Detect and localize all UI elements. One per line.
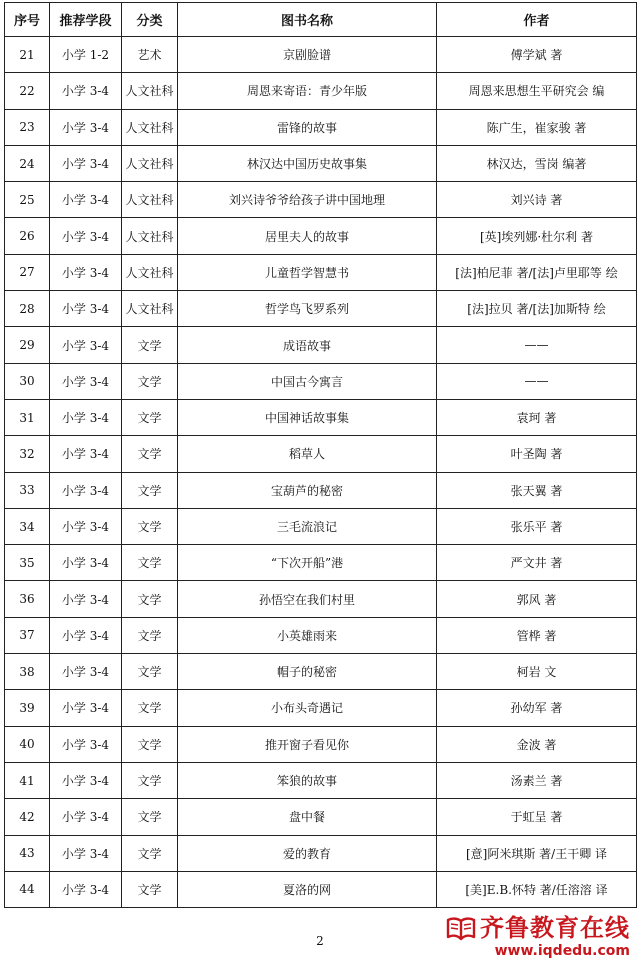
cell-category: 人文社科	[122, 254, 178, 290]
cell-no: 43	[5, 835, 50, 871]
table-row	[5, 109, 637, 145]
table-row	[5, 617, 637, 653]
cell-author: 郭风 著	[437, 581, 637, 617]
cell-author: 于虹呈 著	[437, 799, 637, 835]
cell-author: 周恩来思想生平研究会 编	[437, 73, 637, 109]
cell-title: 成语故事	[178, 327, 437, 363]
cell-title: 笨狼的故事	[178, 762, 437, 798]
table-row	[5, 726, 637, 762]
cell-author: 叶圣陶 著	[437, 436, 637, 472]
header-title: 图书名称	[178, 3, 437, 37]
table-row	[5, 73, 637, 109]
cell-title: 儿童哲学智慧书	[178, 254, 437, 290]
cell-no: 25	[5, 182, 50, 218]
header-no: 序号	[5, 3, 50, 37]
cell-stage: 小学 3-4	[50, 690, 122, 726]
cell-title: 稻草人	[178, 436, 437, 472]
cell-category: 文学	[122, 835, 178, 871]
cell-no: 40	[5, 726, 50, 762]
cell-category: 文学	[122, 399, 178, 435]
cell-stage: 小学 3-4	[50, 545, 122, 581]
table-row	[5, 363, 637, 399]
cell-category: 文学	[122, 581, 178, 617]
cell-stage: 小学 3-4	[50, 145, 122, 181]
cell-no: 41	[5, 762, 50, 798]
cell-author: 张天翼 著	[437, 472, 637, 508]
cell-no: 21	[5, 37, 50, 73]
cell-title: 中国古今寓言	[178, 363, 437, 399]
cell-stage: 小学 3-4	[50, 109, 122, 145]
cell-author: [美]E.B.怀特 著/任溶溶 译	[437, 871, 637, 907]
cell-title: 宝葫芦的秘密	[178, 472, 437, 508]
cell-author: [法]拉贝 著/[法]加斯特 绘	[437, 291, 637, 327]
cell-category: 文学	[122, 762, 178, 798]
cell-title: 推开窗子看见你	[178, 726, 437, 762]
cell-author: ——	[437, 327, 637, 363]
cell-title: 帽子的秘密	[178, 654, 437, 690]
cell-stage: 小学 3-4	[50, 508, 122, 544]
cell-stage: 小学 3-4	[50, 871, 122, 907]
table-row	[5, 508, 637, 544]
cell-author: 陈广生，崔家骏 著	[437, 109, 637, 145]
cell-category: 文学	[122, 617, 178, 653]
table-row	[5, 545, 637, 581]
cell-category: 人文社科	[122, 182, 178, 218]
cell-no: 22	[5, 73, 50, 109]
table-row	[5, 436, 637, 472]
cell-stage: 小学 3-4	[50, 472, 122, 508]
cell-category: 文学	[122, 363, 178, 399]
cell-no: 26	[5, 218, 50, 254]
cell-no: 38	[5, 654, 50, 690]
cell-no: 23	[5, 109, 50, 145]
cell-title: 居里夫人的故事	[178, 218, 437, 254]
table-row	[5, 399, 637, 435]
cell-author: 袁珂 著	[437, 399, 637, 435]
cell-author: [意]阿米琪斯 著/王干卿 译	[437, 835, 637, 871]
table-row	[5, 291, 637, 327]
cell-stage: 小学 3-4	[50, 327, 122, 363]
cell-category: 文学	[122, 436, 178, 472]
cell-title: 爱的教育	[178, 835, 437, 871]
book-logo-icon	[446, 915, 476, 941]
cell-category: 文学	[122, 508, 178, 544]
cell-title: 小英雄雨来	[178, 617, 437, 653]
cell-title: “下次开船”港	[178, 545, 437, 581]
cell-author: 张乐平 著	[437, 508, 637, 544]
table-row	[5, 254, 637, 290]
table-row	[5, 218, 637, 254]
cell-no: 24	[5, 145, 50, 181]
cell-category: 人文社科	[122, 218, 178, 254]
cell-no: 31	[5, 399, 50, 435]
watermark-logo	[446, 914, 630, 960]
cell-stage: 小学 3-4	[50, 254, 122, 290]
cell-no: 36	[5, 581, 50, 617]
cell-category: 文学	[122, 472, 178, 508]
cell-author: 汤素兰 著	[437, 762, 637, 798]
cell-title: 盘中餐	[178, 799, 437, 835]
table-row	[5, 690, 637, 726]
table-row	[5, 871, 637, 907]
book-list-table	[4, 2, 637, 908]
cell-no: 44	[5, 871, 50, 907]
cell-category: 文学	[122, 327, 178, 363]
cell-title: 孙悟空在我们村里	[178, 581, 437, 617]
cell-author: 刘兴诗 著	[437, 182, 637, 218]
cell-stage: 小学 3-4	[50, 581, 122, 617]
cell-author: 柯岩 文	[437, 654, 637, 690]
cell-no: 32	[5, 436, 50, 472]
cell-stage: 小学 1-2	[50, 37, 122, 73]
cell-category: 人文社科	[122, 73, 178, 109]
cell-stage: 小学 3-4	[50, 436, 122, 472]
table-row	[5, 37, 637, 73]
cell-title: 京剧脸谱	[178, 37, 437, 73]
cell-category: 文学	[122, 545, 178, 581]
cell-category: 文学	[122, 799, 178, 835]
watermark-name: 齐鲁教育在线	[480, 914, 630, 942]
page-number: 2	[316, 934, 324, 948]
cell-no: 28	[5, 291, 50, 327]
cell-category: 文学	[122, 690, 178, 726]
table-row	[5, 182, 637, 218]
cell-stage: 小学 3-4	[50, 726, 122, 762]
table-row	[5, 799, 637, 835]
cell-title: 小布头奇遇记	[178, 690, 437, 726]
cell-stage: 小学 3-4	[50, 799, 122, 835]
cell-category: 文学	[122, 654, 178, 690]
cell-no: 30	[5, 363, 50, 399]
cell-no: 34	[5, 508, 50, 544]
table-body	[5, 37, 637, 908]
cell-stage: 小学 3-4	[50, 182, 122, 218]
table-row	[5, 835, 637, 871]
cell-title: 中国神话故事集	[178, 399, 437, 435]
cell-author: 严文井 著	[437, 545, 637, 581]
cell-author: [法]柏尼菲 著/[法]卢里耶等 绘	[437, 254, 637, 290]
cell-category: 艺术	[122, 37, 178, 73]
table-header-row	[5, 3, 637, 37]
cell-title: 哲学鸟飞罗系列	[178, 291, 437, 327]
cell-stage: 小学 3-4	[50, 399, 122, 435]
table-row	[5, 327, 637, 363]
header-author: 作者	[437, 3, 637, 37]
cell-no: 33	[5, 472, 50, 508]
table-row	[5, 145, 637, 181]
header-stage: 推荐学段	[50, 3, 122, 37]
cell-title: 周恩来寄语：青少年版	[178, 73, 437, 109]
cell-author: 金波 著	[437, 726, 637, 762]
header-category: 分类	[122, 3, 178, 37]
cell-no: 37	[5, 617, 50, 653]
cell-stage: 小学 3-4	[50, 73, 122, 109]
cell-title: 夏洛的网	[178, 871, 437, 907]
cell-category: 文学	[122, 726, 178, 762]
cell-title: 刘兴诗爷爷给孩子讲中国地理	[178, 182, 437, 218]
cell-author: ——	[437, 363, 637, 399]
cell-no: 35	[5, 545, 50, 581]
cell-stage: 小学 3-4	[50, 617, 122, 653]
cell-author: 林汉达，雪岗 编著	[437, 145, 637, 181]
cell-stage: 小学 3-4	[50, 654, 122, 690]
cell-category: 人文社科	[122, 109, 178, 145]
cell-stage: 小学 3-4	[50, 835, 122, 871]
cell-title: 林汉达中国历史故事集	[178, 145, 437, 181]
cell-category: 文学	[122, 871, 178, 907]
cell-category: 人文社科	[122, 291, 178, 327]
cell-stage: 小学 3-4	[50, 291, 122, 327]
table-row	[5, 654, 637, 690]
table-row	[5, 581, 637, 617]
cell-no: 27	[5, 254, 50, 290]
cell-category: 人文社科	[122, 145, 178, 181]
cell-no: 39	[5, 690, 50, 726]
table-row	[5, 762, 637, 798]
cell-author: 管桦 著	[437, 617, 637, 653]
cell-title: 雷锋的故事	[178, 109, 437, 145]
cell-stage: 小学 3-4	[50, 762, 122, 798]
cell-stage: 小学 3-4	[50, 218, 122, 254]
cell-title: 三毛流浪记	[178, 508, 437, 544]
cell-author: 孙幼军 著	[437, 690, 637, 726]
watermark-url: www.iqdedu.com	[494, 943, 630, 959]
table-row	[5, 472, 637, 508]
cell-stage: 小学 3-4	[50, 363, 122, 399]
cell-author: [英]埃列娜·杜尔利 著	[437, 218, 637, 254]
cell-no: 29	[5, 327, 50, 363]
cell-author: 傅学斌 著	[437, 37, 637, 73]
cell-no: 42	[5, 799, 50, 835]
